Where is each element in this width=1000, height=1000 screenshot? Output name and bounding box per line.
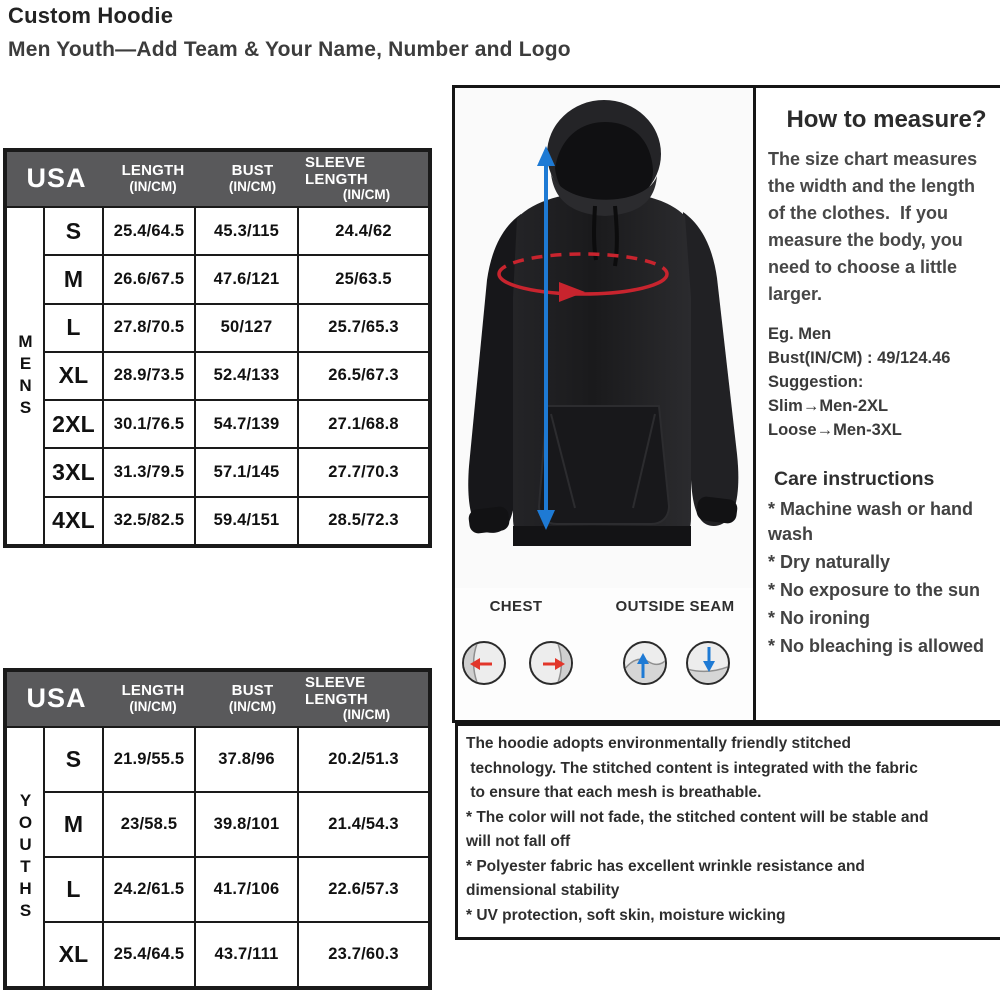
hoodie-image-cell <box>455 88 756 720</box>
hoodie-hem <box>513 526 691 546</box>
table-row <box>45 793 428 858</box>
length-cell: 32.5/82.5 <box>104 498 196 544</box>
outside-seam-label: OUTSIDE SEAM <box>615 598 735 615</box>
measure-body-line: of the clothes. If you <box>768 203 949 223</box>
care-item: * Dry naturally <box>768 552 891 572</box>
product-description-box <box>455 723 1000 940</box>
table-row <box>45 923 428 986</box>
size-cell: L <box>45 305 104 351</box>
sleeve-cell: 27.7/70.3 <box>328 463 399 482</box>
sleeve-cell: 27.1/68.8 <box>328 414 399 433</box>
measure-body-line: The size chart measures <box>768 149 978 169</box>
description-line: technology. The stitched content is integrated with the fabric <box>466 759 918 777</box>
page-subtitle: Men Youth—Add Team & Your Name, Number and Logo <box>8 38 571 61</box>
hoodie-product-image <box>455 88 753 588</box>
description-line: will not fall off <box>466 833 571 850</box>
size-example-block <box>768 322 1000 442</box>
size-cell: S <box>45 208 104 254</box>
how-to-measure-heading: How to measure? <box>786 106 987 133</box>
bust-cell: 47.6/121 <box>196 256 299 302</box>
table-row <box>45 498 428 544</box>
sleeve-cell: 25.7/65.3 <box>328 318 399 337</box>
length-cell: 27.8/70.5 <box>104 305 196 351</box>
example-line: Suggestion: <box>768 373 864 391</box>
care-item: * No bleaching is allowed <box>768 636 985 656</box>
length-cell: 30.1/76.5 <box>104 401 196 447</box>
length-cell: 25.4/64.5 <box>104 923 196 986</box>
how-to-measure-section <box>756 88 1000 720</box>
sleeve-cell: 22.6/57.3 <box>328 880 399 898</box>
table-row <box>45 728 428 793</box>
table-row <box>45 208 428 256</box>
column-header-length: LENGTH (IN/CM) <box>121 162 185 194</box>
measure-panel <box>452 85 1000 723</box>
mens-size-chart <box>3 148 432 548</box>
length-cell: 31.3/79.5 <box>104 449 196 495</box>
size-cell: S <box>45 728 104 791</box>
bust-cell: 39.8/101 <box>196 793 299 856</box>
sleeve-cell: 21.4/54.3 <box>328 815 399 833</box>
youths-rows <box>45 728 428 986</box>
column-header-usa: USA <box>26 163 87 194</box>
sleeve-cell: 28.5/72.3 <box>328 511 399 530</box>
measure-body-line: measure the body, you <box>768 230 963 250</box>
sleeve-cell: 25/63.5 <box>335 269 392 288</box>
measure-body-line: need to choose a little <box>768 257 958 277</box>
mens-group-label: MENS <box>7 208 45 544</box>
length-cell: 25.4/64.5 <box>104 208 196 254</box>
example-line: Slim→Men-2XL <box>768 397 889 415</box>
chest-label: CHEST <box>489 598 543 615</box>
sleeve-cell: 24.4/62 <box>335 221 392 240</box>
outside-seam-down-icon <box>685 640 731 686</box>
care-instructions-heading: Care instructions <box>774 468 935 490</box>
column-header-bust: BUST (IN/CM) <box>228 682 277 714</box>
sleeve-cell: 20.2/51.3 <box>328 750 399 768</box>
table-row <box>45 449 428 497</box>
chest-measure-right-icon <box>528 640 574 686</box>
table-row <box>45 305 428 353</box>
hoodie-pocket <box>539 406 669 524</box>
bust-cell: 37.8/96 <box>196 728 299 791</box>
sleeve-cell: 23.7/60.3 <box>328 945 399 963</box>
size-cell: 3XL <box>45 449 104 495</box>
column-header-sleeve: SLEEVE LENGTH (IN/CM) <box>305 154 391 203</box>
bust-cell: 43.7/111 <box>196 923 299 986</box>
table-row <box>45 256 428 304</box>
length-cell: 23/58.5 <box>104 793 196 856</box>
example-line: Loose→Men-3XL <box>768 421 902 439</box>
description-line: * UV protection, soft skin, moisture wicking <box>466 906 786 924</box>
page-title: Custom Hoodie <box>8 3 174 28</box>
description-line: to ensure that each mesh is breathable. <box>466 784 762 801</box>
size-cell: XL <box>45 353 104 399</box>
column-header-bust: BUST (IN/CM) <box>228 162 277 194</box>
bust-cell: 45.3/115 <box>196 208 299 254</box>
example-line: Eg. Men <box>768 325 832 343</box>
length-cell: 21.9/55.5 <box>104 728 196 791</box>
column-header-sleeve: SLEEVE LENGTH (IN/CM) <box>305 674 391 723</box>
description-line: dimensional stability <box>466 882 620 899</box>
care-item: * No exposure to the sun <box>768 580 981 600</box>
youths-group-label: YOUTHS <box>7 728 45 986</box>
sleeve-cell: 26.5/67.3 <box>328 366 399 385</box>
length-cell: 26.6/67.5 <box>104 256 196 302</box>
bust-cell: 41.7/106 <box>196 858 299 921</box>
mens-rows <box>45 208 428 544</box>
description-line: * Polyester fabric has excellent wrinkle resistance and <box>466 857 865 875</box>
table-row <box>45 401 428 449</box>
table-row <box>45 353 428 401</box>
measure-body-line: larger. <box>768 284 823 304</box>
length-cell: 24.2/61.5 <box>104 858 196 921</box>
size-cell: L <box>45 858 104 921</box>
length-cell: 28.9/73.5 <box>104 353 196 399</box>
bust-cell: 52.4/133 <box>196 353 299 399</box>
example-line: Bust(IN/CM) : 49/124.46 <box>768 349 951 367</box>
chest-measure-left-icon <box>461 640 507 686</box>
bust-cell: 50/127 <box>196 305 299 351</box>
description-line: The hoodie adopts environmentally friendly stitched <box>466 735 851 752</box>
outside-seam-up-icon <box>622 640 668 686</box>
care-instructions-block <box>768 468 1000 659</box>
youths-chart-body <box>7 728 428 986</box>
bust-cell: 54.7/139 <box>196 401 299 447</box>
mens-chart-body <box>7 208 428 544</box>
size-cell: XL <box>45 923 104 986</box>
mens-chart-header <box>7 152 428 208</box>
column-header-length: LENGTH (IN/CM) <box>121 682 185 714</box>
size-cell: 2XL <box>45 401 104 447</box>
youths-chart-header <box>7 672 428 728</box>
bust-cell: 59.4/151 <box>196 498 299 544</box>
column-header-usa: USA <box>26 683 87 714</box>
bust-cell: 57.1/145 <box>196 449 299 495</box>
size-cell: M <box>45 793 104 856</box>
care-item: * No ironing <box>768 608 870 628</box>
care-item: * Machine wash or hand wash <box>768 499 974 544</box>
size-cell: M <box>45 256 104 302</box>
table-row <box>45 858 428 923</box>
youths-size-chart <box>3 668 432 990</box>
hoodie-drawstring-left <box>594 206 596 260</box>
size-cell: 4XL <box>45 498 104 544</box>
description-line: * The color will not fade, the stitched content will be stable and <box>466 808 929 826</box>
measure-body-line: the width and the length <box>768 176 975 196</box>
